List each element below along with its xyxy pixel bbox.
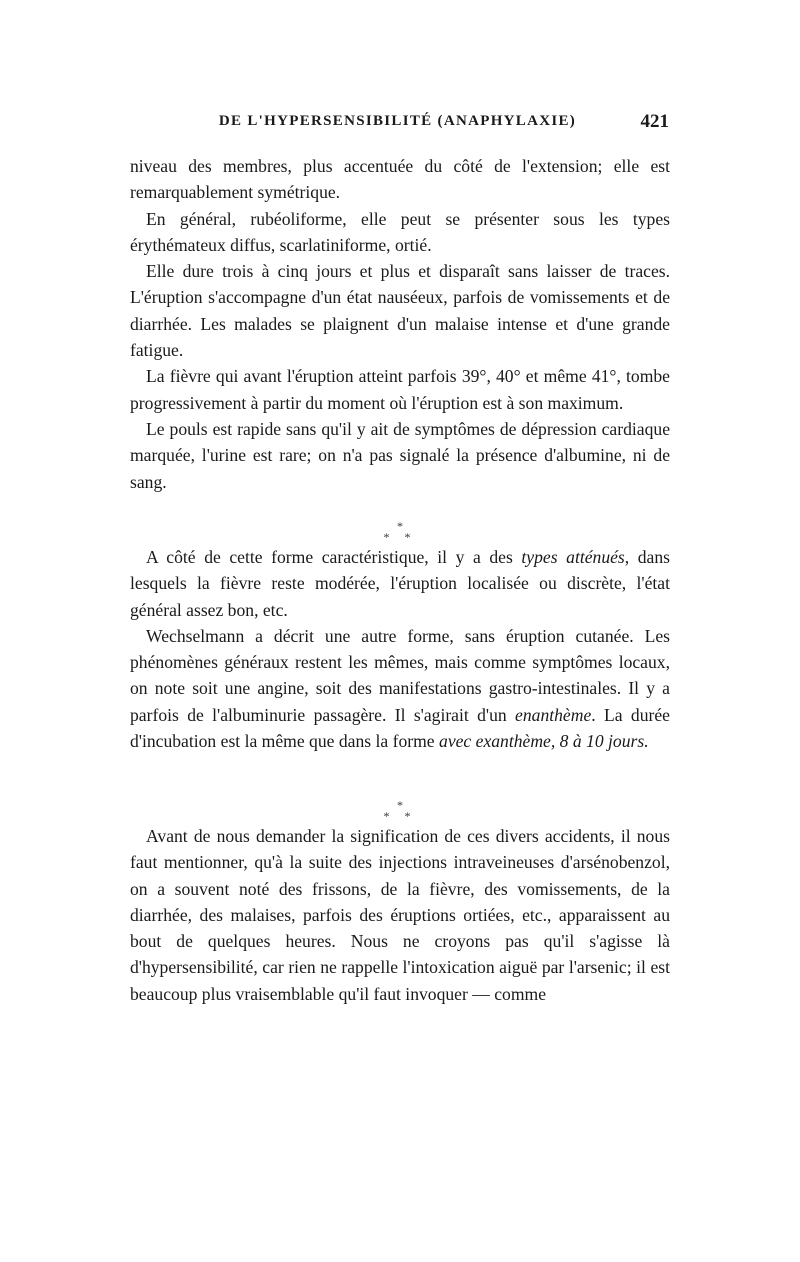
section-asterism	[130, 800, 670, 822]
text-block-attenuated-forms	[130, 544, 670, 754]
italic-term: avec exanthème, 8 à 10 jours.	[439, 731, 649, 752]
asterism-top: *	[397, 798, 403, 812]
asterism-top: *	[397, 519, 403, 533]
text-span: A côté de cette forme caractéristique, il y a des	[146, 547, 522, 567]
text-block-arsenobenzol	[130, 823, 670, 1007]
paragraph-continuation: niveau des membres, plus accentuée du côté de l'extension; elle est remarquablement symétrique.	[130, 156, 670, 203]
text-span: Wechselmann a décrit une autre forme, sans éruption cutanée. Les phénomènes généraux restent les mêmes, mais comme symptômes locaux, on note soit une angine, soit des manifestations gastro-intestinales. Il y a parfois de l'albuminurie passagère. Il s'agirait d'un	[130, 625, 670, 725]
asterism-bottom: * *	[383, 530, 417, 544]
paragraph-arsenobenzol: Avant de nous demander la signification de ces divers accidents, il nous faut mentionner, qu'à la suite des injections intraveineuses d'arsénobenzol, on a souvent noté des frissons, de la fièvre, des vomissements, de la diarrhée, des malaises, parfois des éruptions ortiées, etc., apparaissent au bout de quelques heures. Nous ne croyons pas qu'il s'agisse là d'hypersensibilité, car rien ne rappelle l'intoxication aiguë par l'arsenic; il est beaucoup plus vraisemblable qu'il faut invoquer — comme	[130, 826, 670, 1004]
running-head: DE L'HYPERSENSIBILITÉ (ANAPHYLAXIE)	[218, 113, 577, 129]
asterism-bottom: * *	[383, 809, 417, 823]
paragraph-pulse: Le pouls est rapide sans qu'il y ait de symptômes de dépression cardiaque marquée, l'urine est rare; on n'a pas signalé la présence d'albumine, ni de sang.	[130, 418, 670, 492]
paragraph-attenuated-types	[130, 544, 670, 623]
paragraph-wechselmann	[130, 623, 670, 754]
paragraph-duration: Elle dure trois à cinq jours et plus et disparaît sans laisser de traces. L'éruption s'accompagne d'un état nauséeux, parfois de vomissements et de diarrhée. Les malades se plaignent d'un malaise intense et d'une grande fatigue.	[130, 261, 670, 361]
text-span: , dans lesquels la fièvre reste modérée, l'éruption localisée ou discrète, l'état général assez bon, etc.	[130, 547, 671, 620]
page-number: 421	[640, 111, 669, 132]
italic-term: enanthème	[515, 704, 592, 725]
section-asterism	[130, 521, 670, 543]
text-span: . La durée d'incubation est la même que dans la forme	[130, 704, 670, 752]
text-block-symptoms	[130, 153, 670, 495]
paragraph-fever: La fièvre qui avant l'éruption atteint parfois 39°, 40° et même 41°, tombe progressivement à partir du moment où l'éruption est à son maximum.	[130, 366, 670, 413]
paragraph-eruption-types: En général, rubéoliforme, elle peut se présenter sous les types érythémateux diffus, scarlatiniforme, ortié.	[130, 208, 670, 255]
page-header	[120, 113, 675, 139]
italic-term: types atténués	[521, 547, 625, 567]
